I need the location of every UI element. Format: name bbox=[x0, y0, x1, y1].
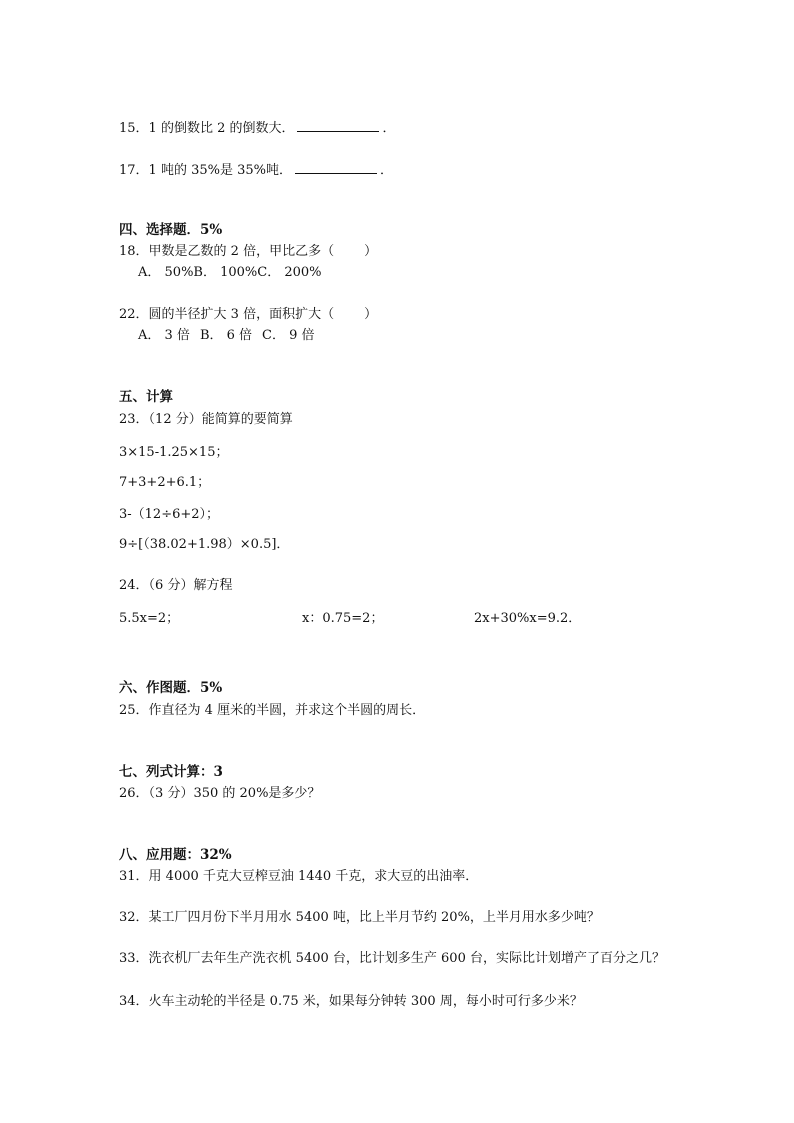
calc-item-3: 3-（12÷6+2）； bbox=[119, 507, 220, 522]
option-18-c[interactable]: C． 200% bbox=[257, 265, 322, 280]
question-15: 15．1 的倒数比 2 的倒数大． ． bbox=[119, 121, 396, 136]
question-18-text: 18．甲数是乙数的 2 倍，甲比乙多（ bbox=[119, 244, 335, 259]
option-18-a[interactable]: A． 50% bbox=[138, 265, 194, 280]
question-18: 18．甲数是乙数的 2 倍，甲比乙多（ ） bbox=[119, 244, 378, 259]
question-25-text: 25．作直径为 4 厘米的半圆，并求这个半圆的周长． bbox=[119, 703, 426, 718]
question-15-text: 15．1 的倒数比 2 的倒数大． bbox=[119, 121, 295, 136]
question-33-text: 33．洗衣机厂去年生产洗衣机 5400 台，比计划多生产 600 台，实际比计划增产了百分之几？ bbox=[119, 951, 665, 966]
option-22-b[interactable]: B． 6 倍 bbox=[199, 328, 253, 343]
equation-2: x：0.75=2； bbox=[302, 611, 384, 626]
question-17: 17．1 吨的 35%是 35%吨． ． bbox=[119, 163, 394, 178]
question-22: 22．圆的半径扩大 3 倍，面积扩大（ ） bbox=[119, 307, 378, 322]
question-34-text: 34．火车主动轮的半径是 0.75 米，如果每分钟转 300 周，每小时可行多少米？ bbox=[119, 994, 583, 1009]
question-22-text: 22．圆的半径扩大 3 倍，面积扩大（ bbox=[119, 307, 335, 322]
section-7-title: 七、列式计算：3 bbox=[119, 764, 223, 780]
calc-item-4: 9÷[（38.02+1.98）×0.5]． bbox=[119, 537, 290, 552]
question-17-text: 17．1 吨的 35%是 35%吨． bbox=[119, 163, 292, 178]
section-4-title: 四、选择题．5% bbox=[119, 222, 223, 238]
equation-3: 2x+30%x=9.2． bbox=[474, 611, 582, 626]
option-22-c[interactable]: C． 9 倍 bbox=[262, 328, 315, 343]
answer-blank-17[interactable] bbox=[295, 163, 377, 174]
question-31-text: 31．用 4000 千克大豆榨豆油 1440 千克，求大豆的出油率． bbox=[119, 869, 479, 884]
question-22-options bbox=[138, 329, 315, 342]
option-22-a[interactable]: A． 3 倍 bbox=[138, 328, 190, 343]
equation-1: 5.5x=2； bbox=[119, 611, 180, 626]
question-23-text: 23．（12 分）能简算的要简算 bbox=[119, 412, 293, 427]
question-26-text: 26．（3 分）350 的 20%是多少？ bbox=[119, 786, 321, 801]
calc-item-2: 7+3+2+6.1； bbox=[119, 475, 211, 490]
option-18-b[interactable]: B． 100% bbox=[193, 265, 258, 280]
question-18-options bbox=[138, 266, 322, 279]
question-24-text: 24．（6 分）解方程 bbox=[119, 578, 233, 593]
answer-blank-15[interactable] bbox=[297, 121, 379, 132]
section-5-title: 五、计算 bbox=[119, 389, 173, 405]
question-32-text: 32．某工厂四月份下半月用水 5400 吨，比上半月节约 20%，上半月用水多少吨？ bbox=[119, 910, 600, 925]
section-8-title: 八、应用题：32% bbox=[119, 847, 232, 863]
section-6-title: 六、作图题．5% bbox=[119, 680, 223, 696]
calc-item-1: 3×15-1.25×15； bbox=[119, 445, 229, 460]
